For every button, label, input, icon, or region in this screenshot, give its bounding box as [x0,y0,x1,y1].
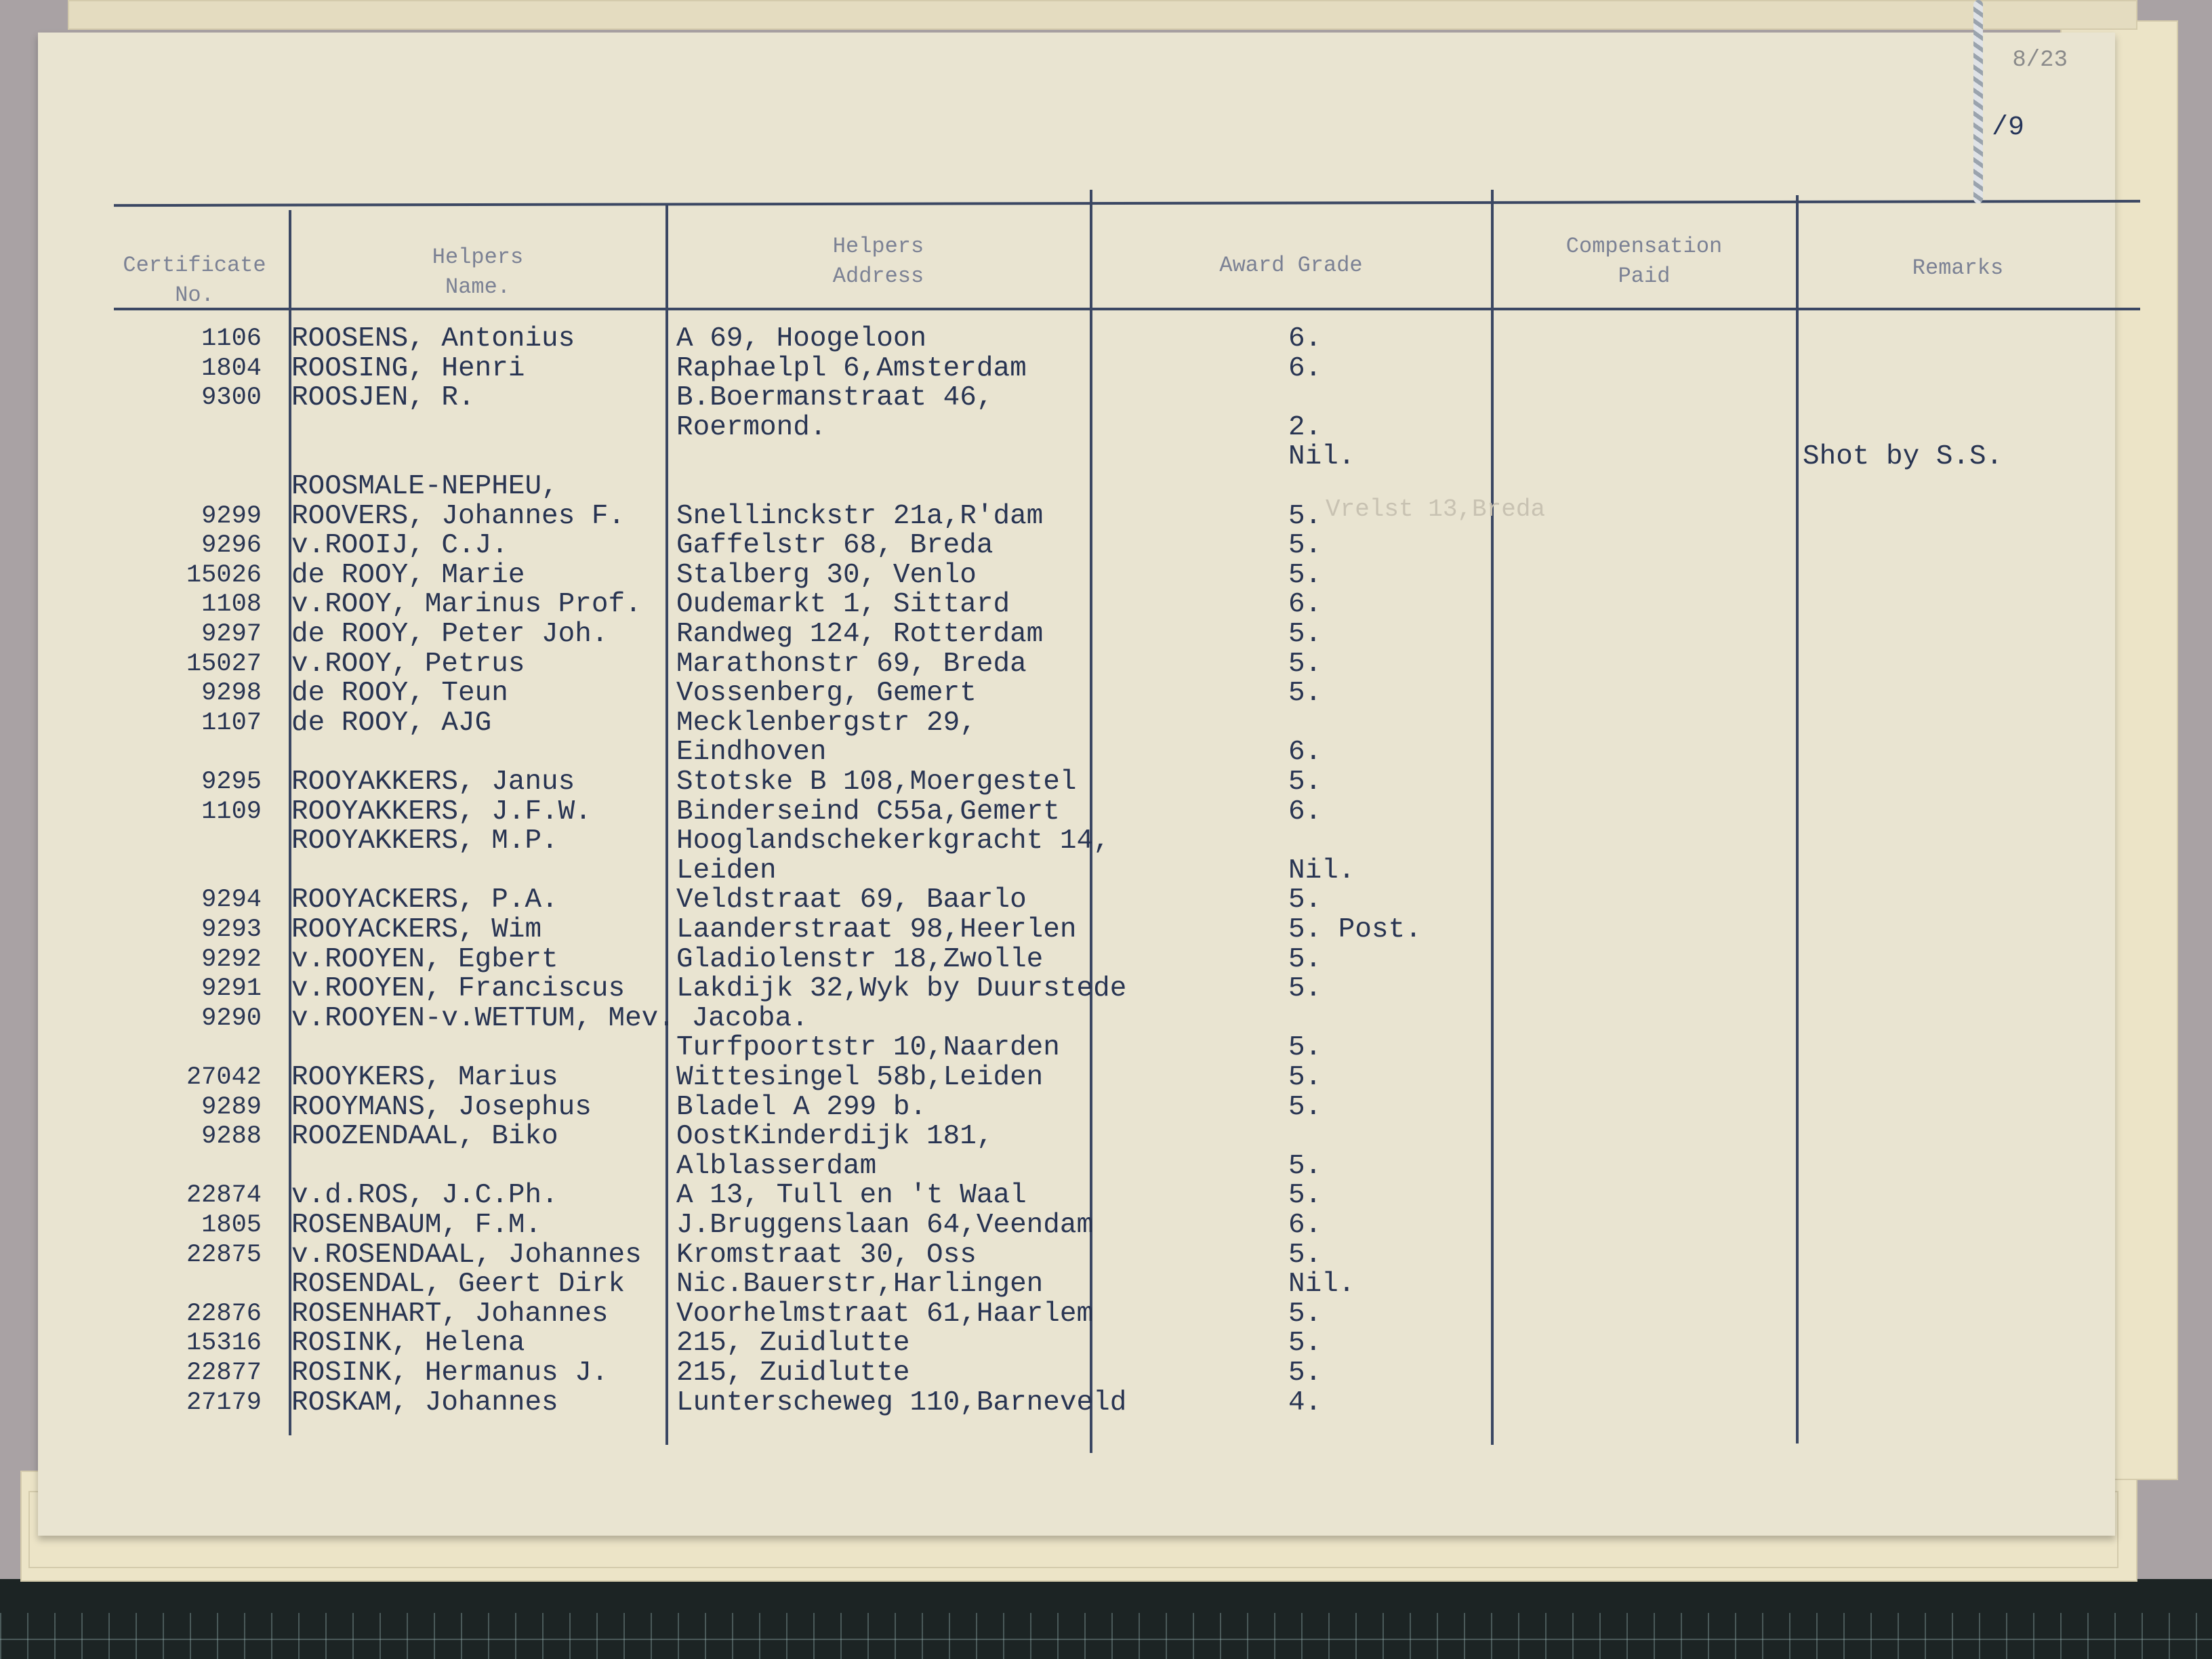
certificate-number: 1804 [201,354,262,383]
helper-address: Turfpoortstr 10,Naarden [676,1032,1060,1064]
helper-address: Voorhelmstraat 61,Haarlem [676,1298,1094,1330]
certificate-number: 15027 [186,649,262,678]
helper-address: 215, Zuidlutte [676,1357,910,1389]
award-grade: 5. Post. [1288,914,1422,945]
helper-name: de ROOY, Teun [291,678,508,710]
helper-address: Hooglandschekerkgracht 14, [676,825,1110,857]
helper-address: Vossenberg, Gemert [676,678,977,710]
award-grade: 5. [1288,1062,1322,1093]
certificate-number: 9299 [201,501,262,531]
award-grade: 5. [1288,1328,1322,1359]
certificate-number: 9297 [201,620,262,649]
certificate-number: 9300 [201,384,262,413]
award-grade: 5. [1288,1150,1322,1182]
helper-address: Nic.Bauerstr,Harlingen [676,1269,1044,1300]
helper-name: ROOYKERS, Marius [291,1062,558,1093]
award-grade: 5. [1288,884,1322,916]
header-certificate: Certificate No. [123,253,266,308]
helper-name: ROOYAKKERS, Janus [291,766,575,798]
helper-address: Gladiolenstr 18,Zwolle [676,943,1044,975]
helper-name: v.ROOY, Petrus [291,648,525,680]
certificate-number: 22875 [186,1240,262,1269]
award-grade: 5. [1288,1298,1322,1330]
award-grade: 6. [1288,737,1322,769]
award-grade: 2. [1288,411,1322,443]
award-grade: 5. [1288,648,1322,680]
helper-name: ROOYMANS, Josephus [291,1091,592,1123]
certificate-number: 9289 [201,1092,262,1122]
award-grade: 6. [1288,796,1322,827]
helper-name: ROOYAKKERS, M.P. [291,825,558,857]
award-grade: 5. [1288,1239,1322,1271]
award-grade: 5. [1288,678,1322,710]
certificate-number: 9294 [201,886,262,915]
certificate-number: 1109 [201,797,262,826]
helper-name: ROOZENDAAL, Biko [291,1121,558,1153]
header-address: Helpers Address [832,234,924,289]
award-grade: 4. [1288,1387,1322,1418]
certificate-number: 9296 [201,531,262,560]
helper-address: Stotske B 108,Moergestel [676,766,1077,798]
helper-name: v.ROSENDAAL, Johannes [291,1239,642,1271]
register-sheet [38,33,2115,1536]
award-grade: 6. [1288,352,1322,384]
helper-name: ROSKAM, Johannes [291,1387,558,1418]
helper-address: J.Bruggenslaan 64,Veendam [676,1210,1094,1241]
helper-address: Marathonstr 69, Breda [676,648,1027,680]
certificate-number: 9290 [201,1004,262,1033]
helper-name: ROSINK, Helena [291,1328,525,1359]
helper-address: Mecklenbergstr 29, [676,707,977,739]
certificate-number: 9291 [201,975,262,1004]
certificate-number: 22876 [186,1299,262,1328]
certificate-number: 27179 [186,1388,262,1417]
helper-name: v.d.ROS, J.C.Ph. [291,1180,558,1212]
award-grade: Nil. [1288,855,1355,886]
helper-name: v.ROOYEN, Egbert [291,943,558,975]
helper-name: v.ROOY, Marinus Prof. [291,589,642,621]
helper-address: Alblasserdam [676,1150,877,1182]
award-grade: 5. [1288,530,1322,562]
col-divider-2 [665,203,668,1445]
award-grade: 5. [1288,619,1322,650]
helper-address: Eindhoven [676,737,827,769]
helper-address: Lunterscheweg 110,Barneveld [676,1387,1127,1418]
header-remarks: Remarks [1912,255,2004,281]
helper-address: Raphaelpl 6,Amsterdam [676,352,1027,384]
helper-address: Stalberg 30, Venlo [676,559,977,591]
top-folder-edge [68,0,2137,30]
helper-name: ROOVERS, Johannes F. [291,500,626,532]
header-name: Helpers Name. [432,245,524,300]
helper-name: ROOYACKERS, Wim [291,914,542,945]
helper-name: v.ROOIJ, C.J. [291,530,508,562]
remark: Shot by S.S. [1803,441,2003,473]
award-grade: 5. [1288,1091,1322,1123]
award-grade: 5. [1288,559,1322,591]
award-grade: 5. [1288,943,1322,975]
helper-name: v.ROOYEN-v.WETTUM, Mev. Jacoba. [291,1002,808,1034]
header-award-grade: Award Grade [1219,253,1363,278]
helper-address: Leiden [676,855,777,886]
certificate-number: 9298 [201,679,262,708]
helper-address: Roermond. [676,411,827,443]
helper-address: Oudemarkt 1, Sittard [676,589,1010,621]
helper-address: Wittesingel 58b,Leiden [676,1062,1044,1093]
certificate-number: 27042 [186,1063,262,1092]
certificate-number: 1106 [201,325,262,353]
helper-address: Bladel A 299 b. [676,1091,927,1123]
helper-address: Kromstraat 30, Oss [676,1239,977,1271]
mat-grid [0,1613,2212,1659]
certificate-number: 15026 [186,560,262,590]
helper-name: de ROOY, Peter Joh. [291,619,609,650]
helper-name: ROOSJEN, R. [291,382,475,414]
helper-name: ROSENDAL, Geert Dirk [291,1269,626,1300]
helper-address: Binderseind C55a,Gemert [676,796,1060,827]
helper-address: Veldstraat 69, Baarlo [676,884,1027,916]
award-grade: 6. [1288,1210,1322,1241]
helper-address: Lakdijk 32,Wyk by Duurstede [676,973,1127,1005]
helper-address: Gaffelstr 68, Breda [676,530,994,562]
helper-name: ROOSMALE-NEPHEU, [291,471,558,502]
helper-name: de ROOY, AJG [291,707,492,739]
helper-name: ROOSENS, Antonius [291,323,575,354]
helper-name: ROSENBAUM, F.M. [291,1210,542,1241]
col-divider-3 [1090,190,1092,1453]
helper-address: OostKinderdijk 181, [676,1121,994,1153]
header-compensation: Compensation Paid [1565,234,1723,289]
helper-address: 215, Zuidlutte [676,1328,910,1359]
header-bottom-rule [114,308,2140,310]
award-grade: 5. [1288,500,1322,532]
helper-name: ROOYACKERS, P.A. [291,884,558,916]
helper-address: B.Boermanstraat 46, [676,382,994,414]
award-grade: 5. [1288,1357,1322,1389]
award-grade: 5. [1288,766,1322,798]
helper-name: ROOYAKKERS, J.F.W. [291,796,592,827]
certificate-number: 9292 [201,945,262,974]
helper-name: de ROOY, Marie [291,559,525,591]
award-grade: 6. [1288,323,1322,354]
award-grade: 5. [1288,1032,1322,1064]
certificate-number: 22877 [186,1359,262,1387]
helper-address: A 69, Hoogeloon [676,323,927,354]
award-grade: Nil. [1288,1269,1355,1300]
helper-name: ROSINK, Hermanus J. [291,1357,609,1389]
col-divider-5 [1796,195,1799,1443]
helper-name: v.ROOYEN, Franciscus [291,973,626,1005]
file-tag: 8/23 [2012,47,2068,73]
helper-address: Randweg 124, Rotterdam [676,619,1044,650]
award-grade: Nil. [1288,441,1355,473]
helper-address: A 13, Tull en 't Waal [676,1180,1027,1212]
certificate-number: 22874 [186,1181,262,1210]
header-top-rule [114,200,2140,207]
helper-name: ROOSING, Henri [291,352,525,384]
binding-string [1973,0,1983,203]
helper-address: Snellinckstr 21a,R'dam [676,500,1044,532]
helper-name: ROSENHART, Johannes [291,1298,609,1330]
award-grade: 6. [1288,589,1322,621]
page-mark: /9 [1992,112,2025,143]
certificate-number: 1805 [201,1211,262,1240]
certificate-number: 9288 [201,1122,262,1151]
ghost-address: Vrelst 13,Breda [1326,495,1546,523]
certificate-number: 9295 [201,768,262,796]
award-grade: 5. [1288,1180,1322,1212]
col-divider-4 [1491,190,1494,1445]
certificate-number: 1108 [201,590,262,619]
award-grade: 5. [1288,973,1322,1005]
certificate-number: 9293 [201,916,262,944]
certificate-number: 15316 [186,1329,262,1358]
certificate-number: 1107 [201,708,262,737]
helper-address: Laanderstraat 98,Heerlen [676,914,1077,945]
